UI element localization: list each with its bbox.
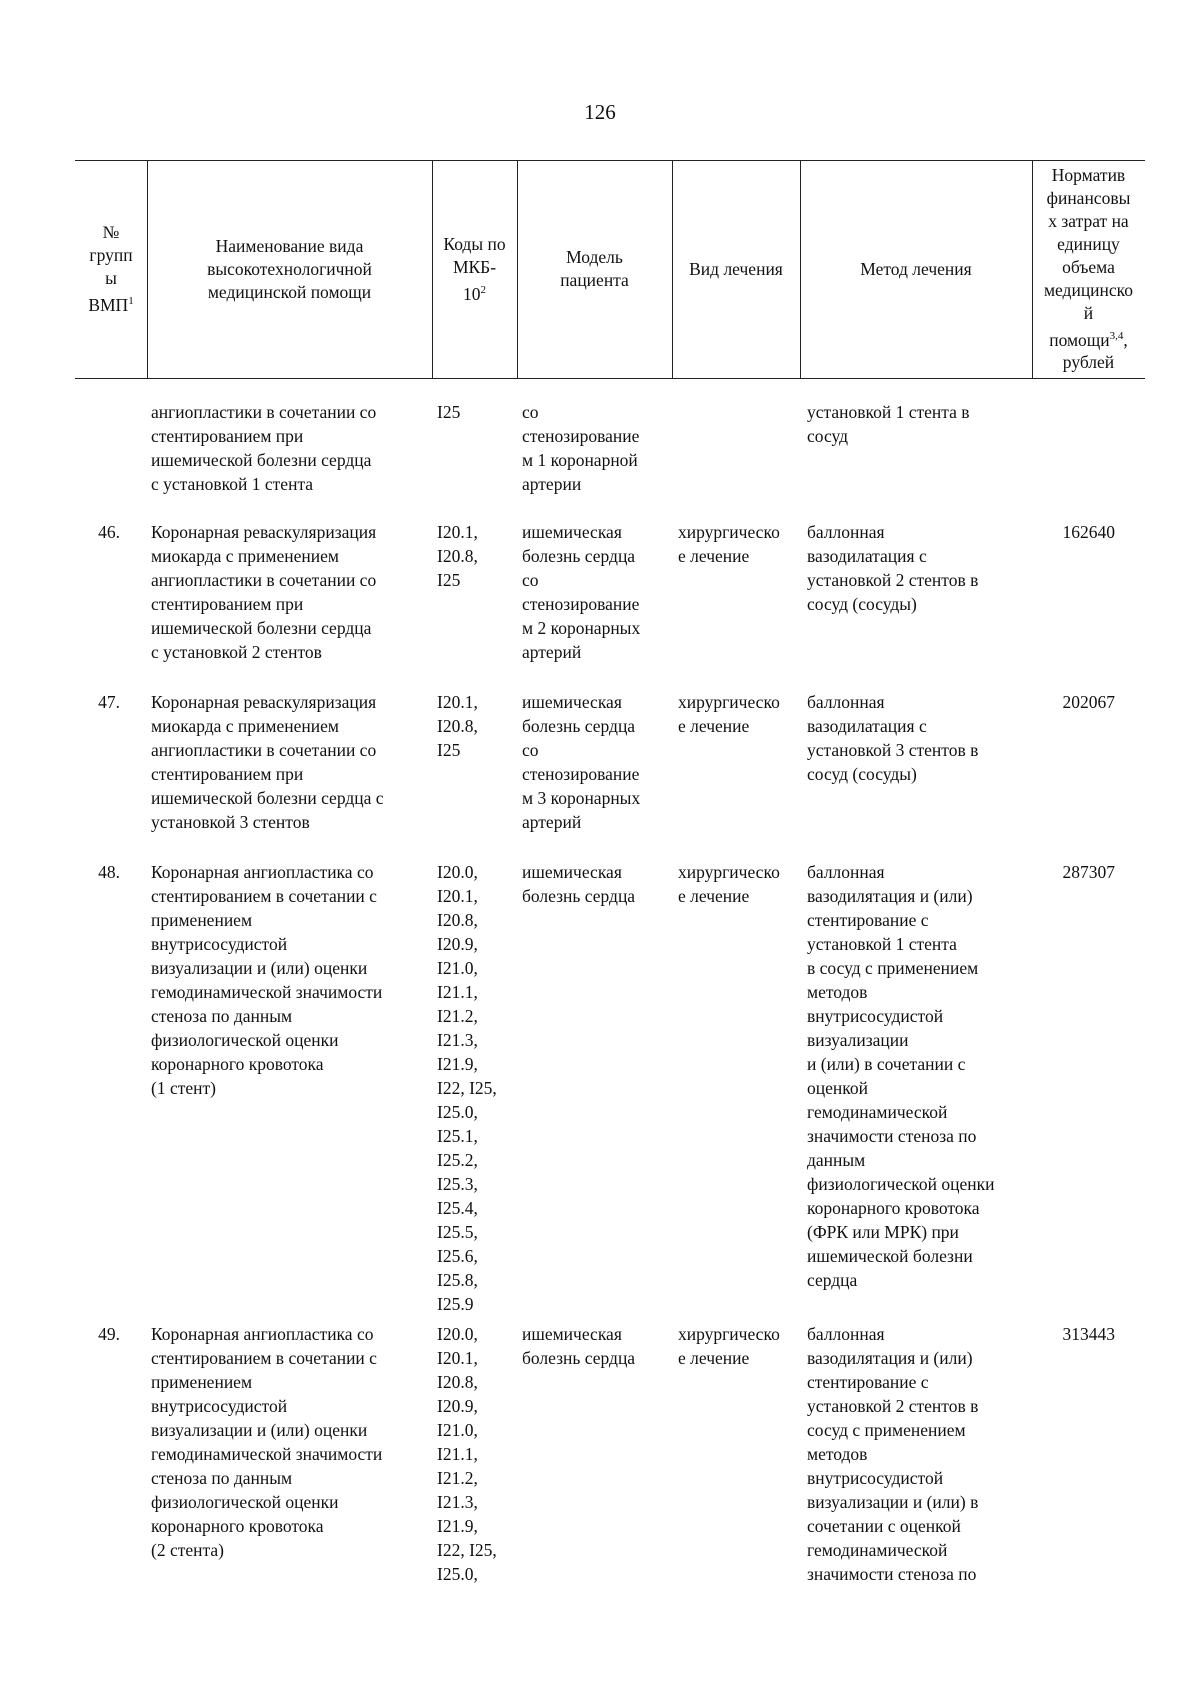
header-cost-standard-tail: , рублей: [1062, 329, 1128, 373]
header-group-number: [75, 160, 147, 378]
row-care-type-name: Коронарная реваскуляризация миокарда с применением ангиопластики в сочетании со стентированием при ишемической болезни сердца с установкой 2 стентов: [151, 522, 377, 662]
header-treatment-type-text: Вид лечения: [689, 258, 783, 279]
row-number: 46.: [98, 522, 120, 542]
row-cost: 202067: [1062, 692, 1115, 712]
row-treatment-method: баллонная вазодилатация с установкой 2 стентов в сосуд (сосуды): [807, 522, 979, 614]
row-icd-codes: I20.1, I20.8, I25: [437, 522, 478, 590]
row-number: 47.: [98, 692, 120, 712]
row-care-type-name: ангиопластики в сочетании со стентированием при ишемической болезни сердца с установкой 1 стента: [151, 402, 377, 494]
header-cost-standard-text: Норматив финансовы х затрат на единицу объема медицинско й помощи: [1043, 164, 1134, 350]
header-icd-codes: [432, 160, 517, 378]
row-patient-model: ишемическая болезнь сердца: [522, 1324, 636, 1368]
row-care-type-name: Коронарная ангиопластика со стентированием в сочетании с применением внутрисосудистой визуализации и (или) оценки гемодинамической значимости стеноза по данным физиологической оценки коронарного кровотока (2 стента): [151, 1324, 383, 1560]
row-icd-codes: I20.0, I20.1, I20.8, I20.9, I21.0, I21.1, I21.2, I21.3, I21.9, I22, I25, I25.0, I25.1, I25.2, I25.3, I25.4, I25.5, I25.6, I25.8, I25.9: [437, 862, 497, 1314]
row-treatment-type: хирургическо е лечение: [678, 522, 780, 566]
header-treatment-method: [800, 160, 1032, 378]
row-treatment-method: баллонная вазодилятация и (или) стентирование с установкой 1 стента в сосуд с применением методов внутрисосудистой визуализации и (или) в сочетании с оценкой гемодинамической значимости стеноза по данным физиологической оценки коронарного кровотока (ФРК или МРК) при ишемической болезни сердца: [807, 862, 995, 1290]
header-patient-model-text: Модель пациента: [560, 247, 629, 290]
footnote-mark: 1: [128, 295, 134, 308]
row-number: 49.: [98, 1324, 120, 1344]
header-bottom-rule: [75, 378, 1145, 379]
footnote-mark: 2: [480, 283, 486, 296]
header-group-number-text: № групп ы ВМП: [88, 222, 133, 315]
row-patient-model: ишемическая болезнь сердца со стенозирование м 2 коронарных артерий: [522, 522, 641, 662]
header-care-type-name-text: Наименование вида высокотехнологичной медицинской помощи: [207, 235, 372, 302]
row-cost: 313443: [1062, 1324, 1115, 1344]
row-treatment-type: хирургическо е лечение: [678, 1324, 780, 1368]
header-patient-model: [517, 160, 672, 378]
row-cost: 287307: [1062, 862, 1115, 882]
row-treatment-method: баллонная вазодилятация и (или) стентирование с установкой 2 стентов в сосуд с применением методов внутрисосудистой визуализации и (или) в сочетании с оценкой гемодинамической значимости стеноза по: [807, 1324, 979, 1584]
row-treatment-method: установкой 1 стента в сосуд: [807, 402, 970, 446]
row-care-type-name: Коронарная ангиопластика со стентированием в сочетании с применением внутрисосудистой визуализации и (или) оценки гемодинамической значимости стеноза по данным физиологической оценки коронарного кровотока (1 стент): [151, 862, 383, 1098]
row-icd-codes: I20.1, I20.8, I25: [437, 692, 478, 760]
row-cost: 162640: [1062, 522, 1115, 542]
header-icd-codes-text: Коды по МКБ- 10: [443, 233, 506, 304]
header-treatment-type: [672, 160, 800, 378]
row-patient-model: со стенозирование м 1 коронарной артерии: [522, 402, 640, 494]
row-icd-codes: I20.0, I20.1, I20.8, I20.9, I21.0, I21.1, I21.2, I21.3, I21.9, I22, I25, I25.0,: [437, 1324, 497, 1584]
header-care-type-name: [147, 160, 432, 378]
row-treatment-type: хирургическо е лечение: [678, 862, 780, 906]
row-care-type-name: Коронарная реваскуляризация миокарда с применением ангиопластики в сочетании со стентированием при ишемической болезни сердца с установкой 3 стентов: [151, 692, 384, 832]
row-treatment-method: баллонная вазодилатация с установкой 3 стентов в сосуд (сосуды): [807, 692, 979, 784]
row-patient-model: ишемическая болезнь сердца со стенозирование м 3 коронарных артерий: [522, 692, 641, 832]
page-number: 126: [584, 100, 616, 124]
row-icd-codes: I25: [437, 402, 461, 422]
header-cost-standard: [1032, 160, 1145, 378]
header-treatment-method-text: Метод лечения: [860, 258, 972, 279]
row-treatment-type: хирургическо е лечение: [678, 692, 780, 736]
row-patient-model: ишемическая болезнь сердца: [522, 862, 636, 906]
row-number: 48.: [98, 862, 120, 882]
footnote-mark: 3,4: [1109, 329, 1124, 342]
